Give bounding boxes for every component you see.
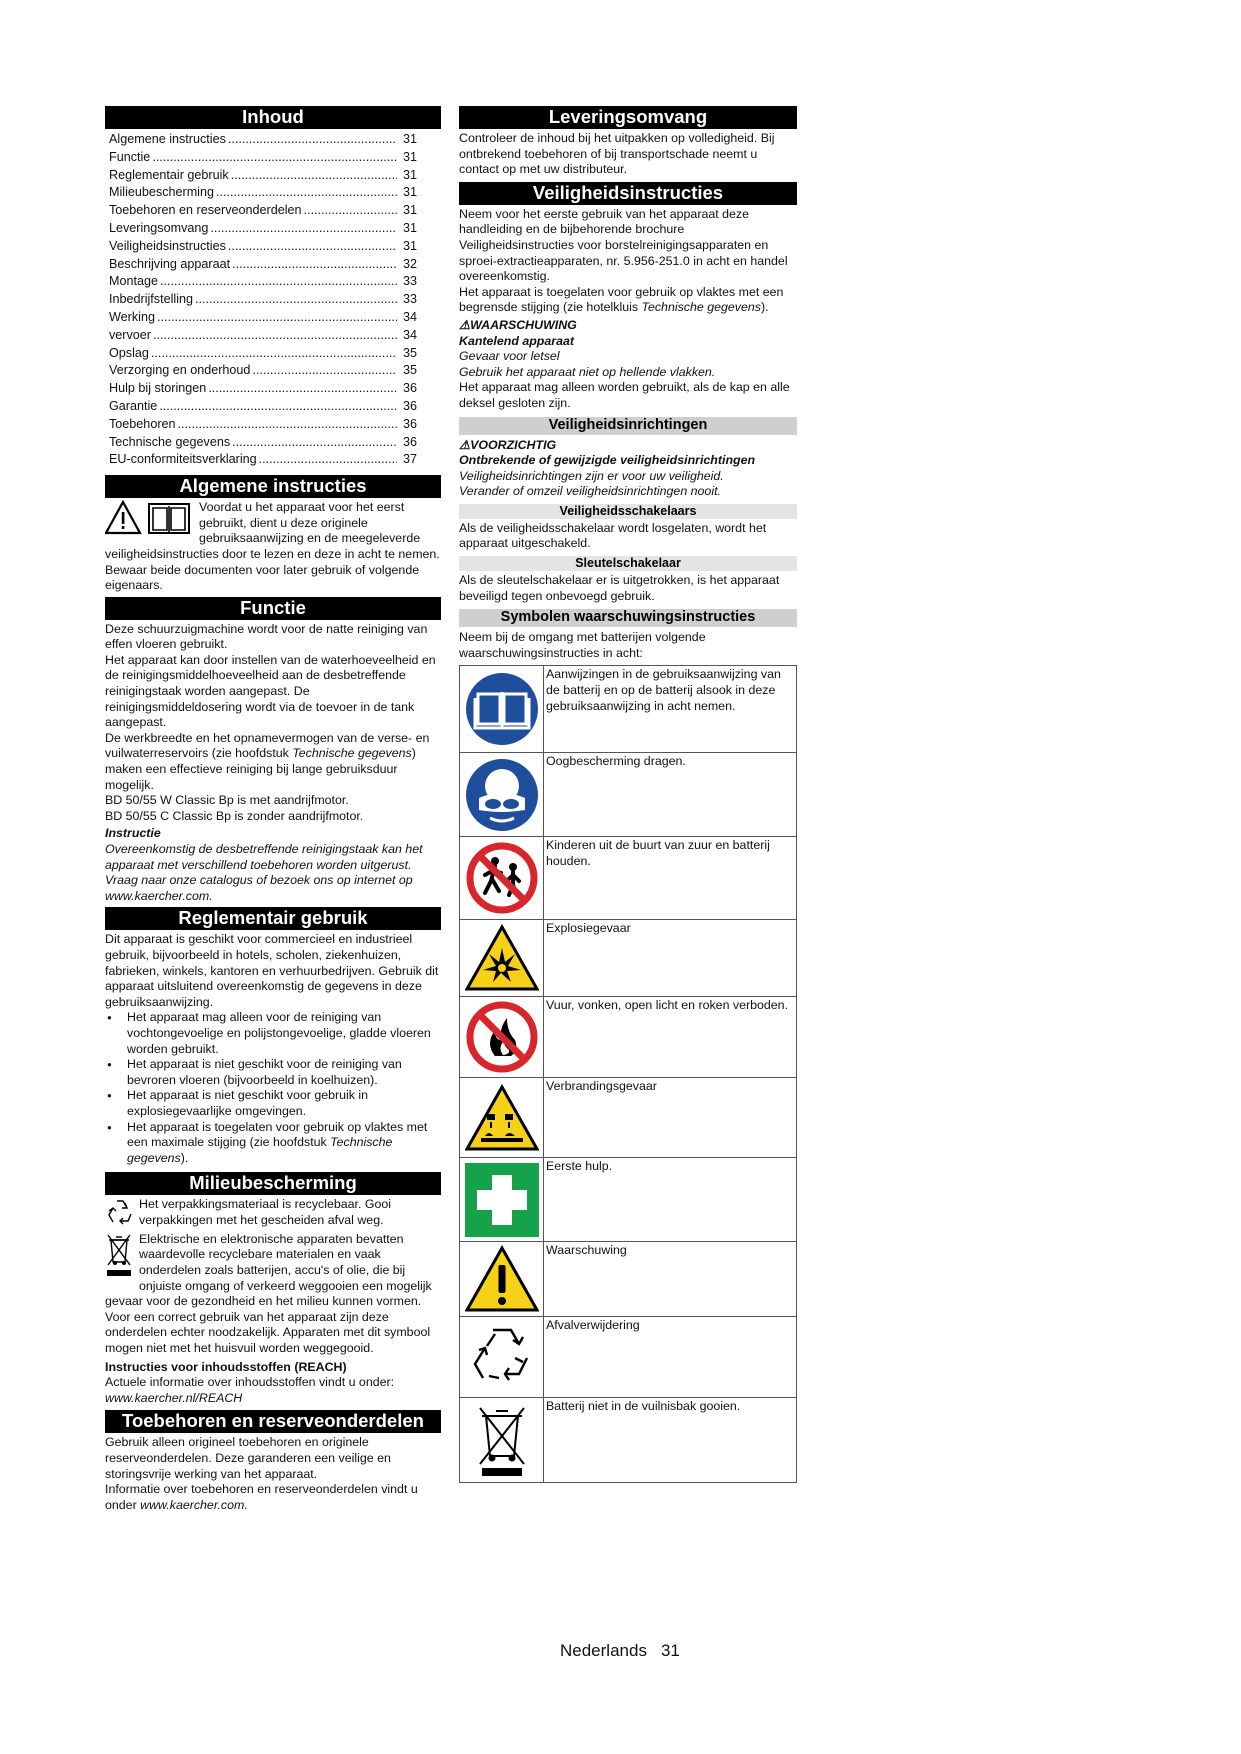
toc-entry[interactable] [109, 256, 441, 274]
reach-title: Instructies voor inhoudsstoffen (REACH) [105, 1359, 347, 1374]
schakelaars-heading: Veiligheidsschakelaars [459, 504, 797, 519]
symbol-text: Kinderen uit de buurt van zuur en batterij houden. [546, 838, 770, 869]
read-instructions-icon [105, 500, 193, 541]
corrosive-hazard-icon [460, 1078, 544, 1157]
toc-leader-dots [152, 149, 397, 167]
toc-entry[interactable] [109, 202, 441, 220]
symbol-text: Eerste hulp. [546, 1159, 613, 1174]
toc-entry-page: 36 [402, 434, 417, 449]
table-row [460, 997, 796, 1078]
page-number: 31 [660, 1641, 680, 1660]
symbol-text: Explosiegevaar [546, 921, 631, 936]
toc-entry[interactable] [109, 291, 441, 309]
levering-p1: Controleer de inhoud bij het uitpakken op volledigheid. Bij ontbrekend toebehoren of bij transportschade neemt u contact op met uw distributeur. [459, 131, 775, 177]
toc-leader-dots [228, 238, 397, 256]
toc-entry-page: 31 [402, 203, 417, 218]
left-column [105, 104, 441, 1513]
list-item: ● Het apparaat is niet geschikt voor de reiniging van bevroren vloeren (bijvoorbeeld in koelhuizen). [105, 1057, 441, 1088]
toc-entry-page: 35 [402, 363, 417, 378]
toc-entry-page: 36 [402, 398, 417, 413]
toc-entry-page: 33 [402, 292, 417, 307]
table-row [460, 1078, 796, 1158]
symbol-text: Afvalverwijdering [546, 1318, 640, 1333]
reglementair-p1: Dit apparaat is geschikt voor commercieel en industrieel gebruik, bijvoorbeeld in hotels, scholen, ziekenhuizen, fabrieken, winkels, kantoren en verhuurbedrijven. Gebruik dit apparaat uitsluitend overeenkomstig de gegevens in deze gebruiksaanwijzing. [105, 932, 439, 1009]
toc-entry-label: Montage [109, 274, 159, 289]
toc-leader-dots [178, 416, 397, 434]
toc-heading: Inhoud [105, 106, 441, 129]
toc-entry-page: 34 [402, 309, 417, 324]
toc-entry-label: Beschrijving apparaat [109, 256, 231, 271]
warning-icon [460, 1242, 544, 1316]
functie-p1: Deze schuurzuigmachine wordt voor de natte reiniging van effen vloeren gebruikt. [105, 621, 428, 652]
toc-leader-dots [252, 362, 397, 380]
algemene-p1: Voordat u het apparaat voor het eerst gebruikt, dient u deze originele gebruiksaanwijzing en de meegeleverde veiligheidsinstructies door te lezen en deze in acht te nemen. [105, 500, 440, 561]
veiligheid-heading: Veiligheidsinstructies [459, 182, 797, 205]
toc-entry-page: 31 [402, 220, 417, 235]
toc-entry-label: Veiligheidsinstructies [109, 238, 226, 253]
toc-entry-page: 31 [402, 167, 417, 182]
reglementair-bullets [105, 1010, 441, 1166]
page-footer [560, 1641, 680, 1661]
reglementair-heading: Reglementair gebruik [105, 907, 441, 930]
schakelaars-text: Als de veiligheidsschakelaar wordt losgelaten, wordt het apparaat uitgeschakeld. [459, 520, 767, 551]
toc-leader-dots [231, 167, 397, 185]
toc-leader-dots [210, 220, 397, 238]
toc-leader-dots [159, 398, 397, 416]
toebehoren-section [105, 1435, 441, 1513]
recycling-icon [460, 1317, 544, 1397]
toc-entry-label: Werking [109, 309, 155, 324]
table-row [460, 1317, 796, 1398]
toc-entry-page: 34 [402, 327, 417, 342]
toc-leader-dots [232, 256, 397, 274]
first-aid-icon [460, 1158, 544, 1241]
weee-bin-icon [105, 1232, 133, 1283]
toebehoren-heading: Toebehoren en reserveonderdelen [105, 1410, 441, 1433]
toc-entry-label: Technische gegevens [109, 434, 231, 449]
functie-p5: BD 50/55 C Classic Bp is zonder aandrijfmotor. [105, 808, 364, 823]
sleutel-text: Als de sleutelschakelaar er is uitgetrokken, is het apparaat beveiligd tegen onbevoegd gebruik. [459, 573, 780, 603]
milieu-heading: Milieubescherming [105, 1172, 441, 1195]
symbolen-heading: Symbolen waarschuwingsinstructies [459, 609, 797, 627]
inrichtingen-heading: Veiligheidsinrichtingen [459, 417, 797, 435]
table-row [460, 1242, 796, 1317]
toc-entry-label: Functie [109, 149, 151, 164]
functie-note-text: Overeenkomstig de desbetreffende reinigingstaak kan het apparaat met verschillend toebehoren worden uitgerust. Vraag naar onze catalogus of bezoek ons op internet op www.kaercher.com. [105, 842, 423, 903]
list-item: ● Het apparaat is niet geschikt voor gebruik in explosiegevaarlijke omgevingen. [105, 1088, 441, 1119]
toc-leader-dots [259, 451, 397, 469]
toc-entry-page: 33 [402, 274, 417, 289]
toc-entry-page: 31 [402, 132, 417, 146]
footer-language: Nederlands [560, 1641, 647, 1660]
toc-entry-page: 32 [402, 256, 417, 271]
toc-leader-dots [195, 291, 397, 309]
symbol-text: Verbrandingsgevaar [546, 1079, 657, 1094]
reach-url[interactable]: www.kaercher.nl/REACH [105, 1390, 243, 1405]
functie-p4: BD 50/55 W Classic Bp is met aandrijfmotor. [105, 793, 349, 808]
warning-label: ⚠WAARSCHUWING [459, 317, 577, 332]
list-item: ● Het apparaat is toegelaten voor gebruik op vlaktes met een maximale stijging (zie hoofdstuk Technische gegevens). [105, 1120, 441, 1167]
toebehoren-p2: Informatie over toebehoren en reserveonderdelen vindt u onder www.kaercher.com. [105, 1482, 418, 1512]
toc-entry-page: 37 [402, 452, 417, 467]
table-row [460, 1398, 796, 1482]
toc-entry[interactable] [109, 184, 441, 202]
table-of-contents [105, 131, 441, 469]
crossed-bin-icon [460, 1398, 544, 1482]
functie-p2: Het apparaat kan door instellen van de waterhoeveelheid en de reinigingsmiddelhoeveelheid aan de desbetreffende reinigingstaak worden aangepast. De reinigingsmiddeldosering wordt via de toevoer in de tank aangepast. [105, 652, 436, 730]
caution-line-2: Verander of omzeil veiligheidsinrichtingen nooit. [459, 484, 721, 499]
toc-entry[interactable] [109, 451, 441, 469]
veiligheid-p1: Neem voor het eerste gebruik van het apparaat deze handleiding en de bijbehorende brochure Veiligheidsinstructies voor borstelreinigingsapparaten en sproei-extractieapparaten, nr. 5.956-251.0 in acht en handel overeenkomstig. [459, 206, 788, 284]
functie-section [105, 622, 441, 905]
warning-title: Kantelend apparaat [459, 333, 574, 348]
toc-entry[interactable] [109, 131, 441, 149]
warning-line-1: Gevaar voor letsel [459, 349, 560, 364]
sleutel-heading: Sleutelschakelaar [459, 556, 797, 571]
toc-leader-dots [208, 380, 397, 398]
milieu-p2: Elektrische en elektronische apparaten bevatten waardevolle recyclebare materialen en vaak onderdelen zoals batterijen, accu's of olie, die bij onjuiste omgang of verkeerd weggooien een mogelijk gevaar voor de gezondheid en het milieu kunnen vormen. Voor een correct gebruik van het apparaat zijn deze onderdelen echter noodzakelijk. Apparaten met dit symbool mogen niet met het huisvuil worden weggegooid. [105, 1231, 432, 1356]
toc-entry-page: 31 [402, 185, 417, 200]
reglementair-section [105, 932, 441, 1166]
veiligheid-p3: Het apparaat mag alleen worden gebruikt, als de kap en alle deksel gesloten zijn. [459, 380, 790, 410]
milieu-recycle-block [105, 1197, 441, 1232]
algemene-section [105, 500, 441, 594]
toc-entry-label: Toebehoren en reserveonderdelen [109, 203, 302, 218]
toc-entry-page: 31 [402, 149, 417, 164]
toc-entry-label: EU-conformiteitsverklaring [109, 452, 257, 467]
toc-entry-page: 36 [402, 381, 417, 396]
toc-entry-label: Hulp bij storingen [109, 381, 207, 396]
keep-children-away-icon [460, 837, 544, 919]
toc-leader-dots [160, 273, 397, 291]
veiligheid-p2: Het apparaat is toegelaten voor gebruik op vlaktes met een begrensde stijging (zie hotelkluis Technische gegevens). [459, 284, 784, 315]
kaercher-link[interactable]: www.kaercher.com. [140, 1497, 248, 1512]
veiligheid-section [459, 207, 797, 412]
toc-entry-label: Leveringsomvang [109, 220, 209, 235]
toc-entry[interactable] [109, 238, 441, 256]
toc-entry[interactable] [109, 273, 441, 291]
toc-entry-page: 35 [402, 345, 417, 360]
toc-entry[interactable] [109, 345, 441, 363]
toc-entry[interactable] [109, 398, 441, 416]
toc-entry[interactable] [109, 380, 441, 398]
algemene-p2: Bewaar beide documenten voor later gebruik of volgende eigenaars. [105, 562, 420, 593]
symbols-table [459, 665, 797, 1483]
recycle-packaging-icon [105, 1197, 139, 1232]
caution-line-1: Veiligheidsinrichtingen zijn er voor uw veiligheid. [459, 468, 724, 483]
toc-entry-label: Reglementair gebruik [109, 167, 229, 182]
toc-entry-page: 31 [402, 238, 417, 253]
toc-leader-dots [304, 202, 397, 220]
toc-leader-dots [151, 345, 397, 363]
functie-p3: De werkbreedte en het opnamevermogen van de verse- en vuilwaterreservoirs (zie hoofdstuk Technische gegevens) maken een effectieve reiniging bij lange gebruiksduur mogelijk. [105, 730, 430, 792]
read-manual-icon [460, 666, 544, 752]
toc-leader-dots [232, 434, 397, 452]
table-row [460, 1158, 796, 1242]
functie-heading: Functie [105, 597, 441, 620]
symbolen-intro: Neem bij de omgang met batterijen volgende waarschuwingsinstructies in acht: [459, 630, 706, 660]
reach-text: Actuele informatie over inhoudsstoffen vindt u onder: [105, 1375, 395, 1390]
table-row [460, 837, 796, 920]
functie-note-title: Instructie [105, 826, 161, 841]
algemene-heading: Algemene instructies [105, 475, 441, 498]
eye-protection-icon [460, 753, 544, 836]
inrichtingen-section [459, 438, 797, 605]
levering-heading: Leveringsomvang [459, 106, 797, 129]
toc-leader-dots [153, 327, 397, 345]
milieu-section [105, 1197, 441, 1406]
list-item: ● Het apparaat mag alleen voor de reiniging van vochtongevoelige en polijstongevoelige, gladde vloeren worden gebruikt. [105, 1010, 441, 1057]
symbol-text: Oogbescherming dragen. [546, 754, 686, 769]
warning-line-2: Gebruik het apparaat niet op hellende vlakken. [459, 364, 716, 379]
toc-entry[interactable] [109, 327, 441, 345]
toc-entry[interactable] [109, 362, 441, 380]
toc-entry-label: Garantie [109, 398, 158, 413]
right-column [459, 104, 797, 1483]
toc-entry-label: Verzorging en onderhoud [109, 363, 251, 378]
toc-entry-label: Opslag [109, 345, 149, 360]
table-row [460, 920, 796, 997]
toc-entry-label: vervoer [109, 327, 151, 342]
toc-entry-label: Toebehoren [109, 416, 176, 431]
toc-entry[interactable] [109, 149, 441, 167]
caution-title: Ontbrekende of gewijzigde veiligheidsinrichtingen [459, 453, 756, 468]
toc-entry[interactable] [109, 434, 441, 452]
symbol-text: Vuur, vonken, open licht en roken verboden. [546, 998, 789, 1013]
toebehoren-p1: Gebruik alleen origineel toebehoren en originele reserveonderdelen. Deze garanderen een veilige en storingsvrije werking van het apparaat. [105, 1435, 391, 1481]
toc-entry-label: Inbedrijfstelling [109, 292, 194, 307]
symbol-text: Batterij niet in de vuilnisbak gooien. [546, 1399, 741, 1414]
caution-label: ⚠VOORZICHTIG [459, 437, 557, 452]
toc-entry-label: Milieubescherming [109, 185, 214, 200]
toc-leader-dots [228, 131, 397, 149]
no-fire-icon [460, 997, 544, 1077]
milieu-p1: Het verpakkingsmateriaal is recyclebaar. Gooi verpakkingen met het gescheiden afval weg. [139, 1197, 392, 1227]
toc-entry[interactable] [109, 167, 441, 185]
table-row [460, 666, 796, 753]
toc-entry[interactable] [109, 309, 441, 327]
milieu-weee-block [105, 1232, 441, 1357]
toc-entry-label: Algemene instructies [109, 132, 226, 146]
toc-leader-dots [216, 184, 397, 202]
toc-entry-page: 36 [402, 416, 417, 431]
toc-entry[interactable] [109, 416, 441, 434]
toc-leader-dots [157, 309, 397, 327]
symbol-text: Aanwijzingen in de gebruiksaanwijzing van de batterij en op de batterij alsook in deze gebruiksaanwijzing in acht nemen. [546, 667, 781, 713]
symbol-text: Waarschuwing [546, 1243, 627, 1258]
explosion-hazard-icon [460, 920, 544, 996]
toc-entry[interactable] [109, 220, 441, 238]
table-row [460, 753, 796, 837]
